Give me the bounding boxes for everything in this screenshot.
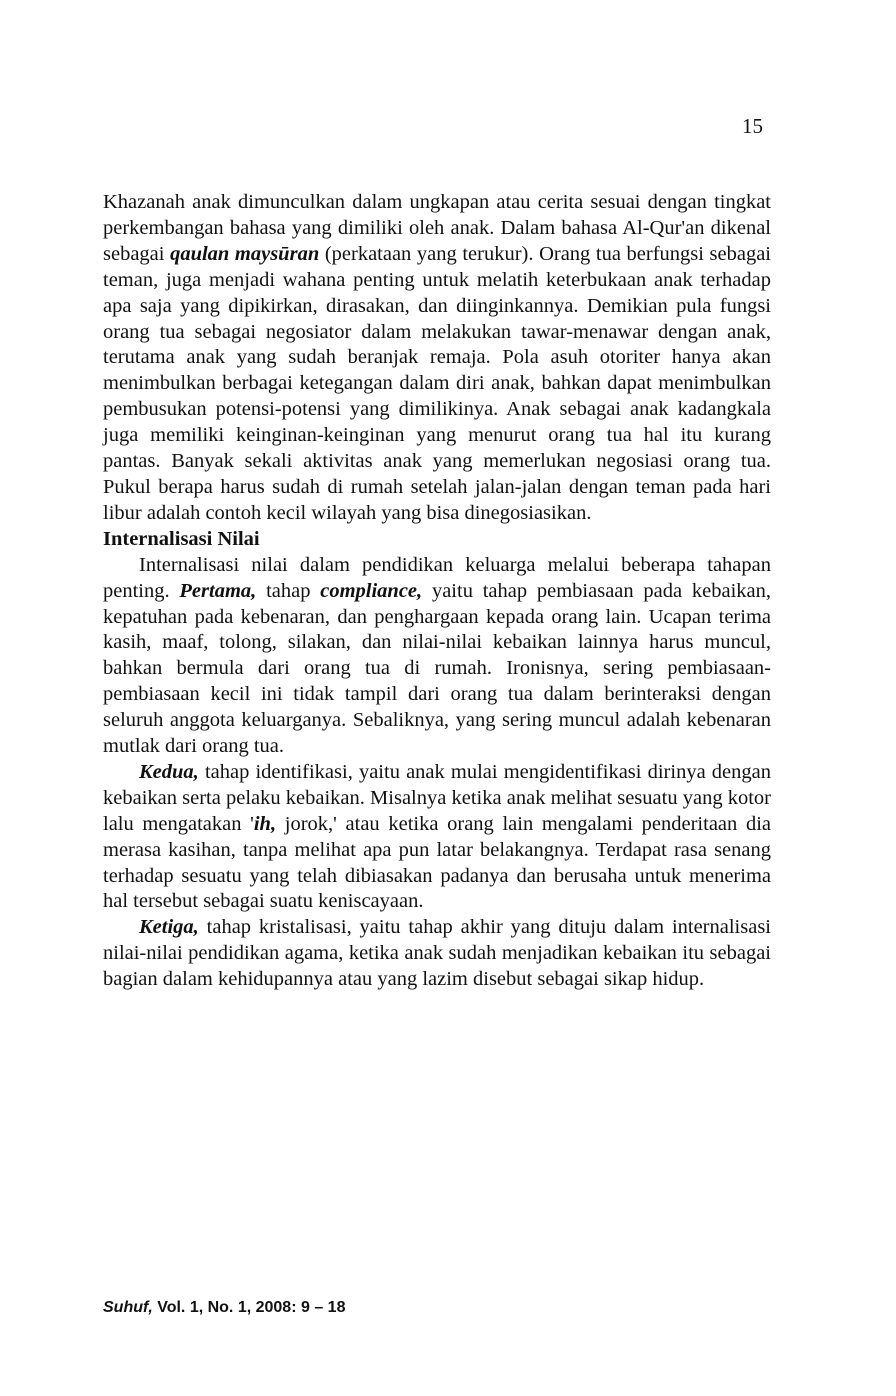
section-heading: Internalisasi Nilai xyxy=(103,527,260,550)
paragraph-3-intro: tahap identifikasi, yaitu anak mulai mengidentifikasi dirinya dengan kebaikan serta pelaku kebaikan. Misalnya ketika anak melihat sesuatu yang kotor lalu mengatakan ' xyxy=(103,760,772,835)
term-compliance: compliance, xyxy=(320,579,423,602)
paragraph-khazanah xyxy=(103,190,771,527)
paragraph-4-rest: tahap kristalisasi, yaitu tahap akhir yang dituju dalam internalisasi nilai-nilai pendidikan agama, ketika anak sudah menjadikan kebaikan itu sebagai bagian dalam kehidupannya atau yang lazim disebut sebagai sikap hidup. xyxy=(103,916,772,991)
paragraph-2-mid: tahap xyxy=(266,579,311,602)
paragraph-3-rest: jorok,' atau ketika orang lain mengalami penderitaan dia merasa kasihan, tanpa melihat apa pun latar belakangnya. Terdapat rasa senang terhadap sesuatu yang telah dibiasakan padanya dan berusaha untuk menerima hal tersebut sebagai suatu keniscayaan. xyxy=(103,812,771,913)
paragraph-ketiga xyxy=(103,915,771,993)
paragraph-internalisasi xyxy=(103,553,771,760)
term-qaulan-maysuran: qaulan maysūran xyxy=(170,242,320,265)
journal-footer xyxy=(103,1299,345,1317)
term-pertama: Pertama, xyxy=(179,579,257,602)
paragraph-kedua xyxy=(103,760,771,915)
paragraph-2-rest: yaitu tahap pembiasaan pada kebaikan, kepatuhan pada kebenaran, dan penghargaan kepada orang lain. Ucapan terima kasih, maaf, tolong, silakan, dan nilai-nilai kebaikan lainnya harus muncul, bahkan bermula dari orang tua di rumah. Ironisnya, sering pembiasaan-pembiasaan kecil ini tidak tampil dari orang tua dalam berinteraksi dengan seluruh anggota keluarganya. Sebaliknya, yang sering muncul adalah kebenaran mutlak dari orang tua. xyxy=(103,579,772,758)
paragraph-1-text: Khazanah anak dimunculkan dalam ungkapan atau cerita sesuai dengan tingkat perkembangan bahasa yang dimiliki oleh anak. Dalam bahasa Al-Qur'an dikenal sebagai xyxy=(103,191,771,265)
paragraph-1-continuation: (perkataan yang terukur). Orang tua berfungsi sebagai teman, juga menjadi wahana penting untuk melatih keterbukaan anak terhadap apa saja yang dipikirkan, dirasakan, dan diinginkannya. Demikian pula fungsi orang tua sebagai negosiator dalam melakukan tawar-menawar dengan anak, terutama anak yang sudah beranjak remaja. Pola asuh otoriter hanya akan menimbulkan berbagai ketegangan dalam diri anak, bahkan dapat menimbulkan pembusukan potensi-potensi yang dimilikinya. Anak sebagai anak kadangkala juga memiliki keinginan-keinginan yang menurut orang tua hal itu kurang pantas. Banyak sekali aktivitas anak yang memerlukan negosiasi orang tua. Pukul berapa harus sudah di rumah setelah jalan-jalan dengan teman pada hari libur adalah contoh kecil wilayah yang bisa dinegosiasikan. xyxy=(103,242,771,524)
term-kedua: Kedua, xyxy=(139,760,199,783)
footer-citation: Vol. 1, No. 1, 2008: 9 – 18 xyxy=(157,1299,346,1316)
term-ih: ih, xyxy=(253,812,277,835)
footer-journal-name: Suhuf, xyxy=(103,1299,153,1316)
term-ketiga: Ketiga, xyxy=(139,916,199,939)
article-body xyxy=(103,190,771,993)
page-number: 15 xyxy=(742,114,763,138)
paragraph-2-intro: Internalisasi nilai dalam pendidikan keluarga melalui beberapa tahapan penting. xyxy=(103,553,771,602)
